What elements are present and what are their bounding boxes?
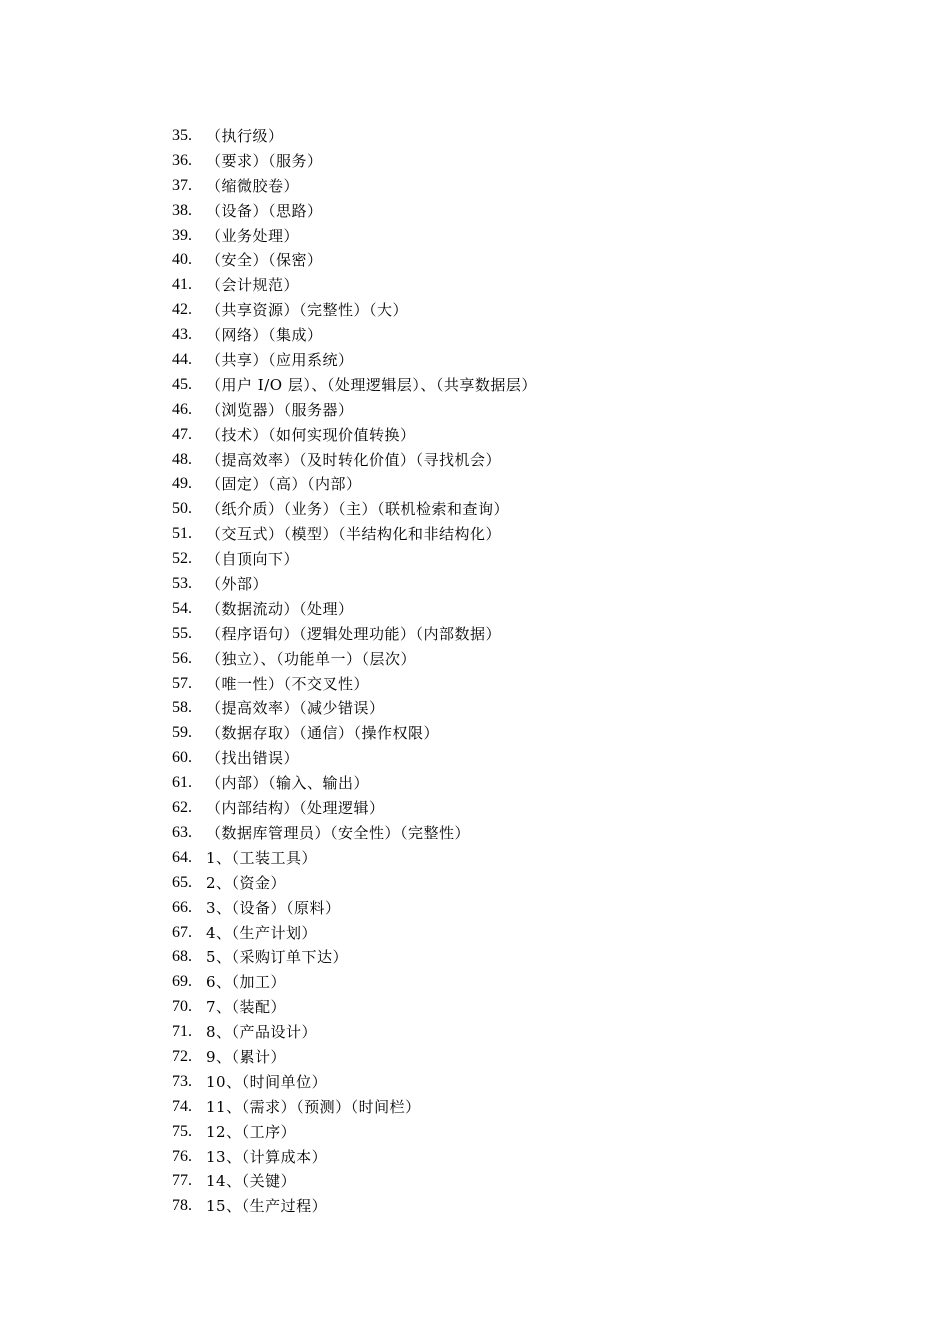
list-item [172, 248, 537, 273]
list-item [172, 398, 537, 423]
item-text: 10、（时间单位） [206, 1072, 328, 1091]
list-item [172, 149, 537, 174]
item-text: （纸介质）（业务）（主）（联机检索和查询） [206, 500, 510, 519]
item-number: 50. [172, 500, 192, 518]
list-item [172, 846, 537, 871]
item-number: 42. [172, 301, 192, 319]
list-item [172, 522, 537, 547]
list-item [172, 970, 537, 995]
item-number: 68. [172, 948, 192, 966]
item-text: 7、（装配） [206, 998, 287, 1017]
item-number: 41. [172, 276, 192, 294]
list-item [172, 547, 537, 572]
item-text: 6、（加工） [206, 973, 287, 992]
item-number: 52. [172, 550, 192, 568]
item-text: 3、（设备）（原料） [206, 898, 341, 917]
list-item [172, 423, 537, 448]
item-text: （唯一性）（不交叉性） [206, 674, 370, 693]
list-item [172, 273, 537, 298]
item-number: 77. [172, 1172, 192, 1190]
item-text: 9、（累计） [206, 1047, 287, 1066]
list-item [172, 1095, 537, 1120]
item-text: （设备）（思路） [206, 201, 323, 220]
item-number: 51. [172, 525, 192, 543]
list-item [172, 746, 537, 771]
item-number: 59. [172, 724, 192, 742]
list-item [172, 1120, 537, 1145]
list-item [172, 224, 537, 249]
item-text: （安全）（保密） [206, 251, 323, 270]
item-number: 60. [172, 749, 192, 767]
list-item [172, 995, 537, 1020]
item-number: 58. [172, 699, 192, 717]
list-item [172, 199, 537, 224]
item-number: 69. [172, 973, 192, 991]
item-text: （执行级） [206, 127, 284, 145]
item-number: 44. [172, 351, 192, 369]
item-text: （业务处理） [206, 226, 300, 245]
item-number: 65. [172, 873, 192, 891]
item-number: 64. [172, 848, 192, 866]
list-item [172, 124, 537, 149]
answer-list [172, 124, 537, 1219]
item-text: （固定）（高）（内部） [206, 475, 362, 494]
item-number: 76. [172, 1147, 192, 1165]
item-number: 75. [172, 1122, 192, 1140]
item-number: 35. [172, 127, 192, 144]
item-text: （内部结构）（处理逻辑） [206, 799, 385, 818]
list-item [172, 871, 537, 896]
item-text: （要求）（服务） [206, 151, 323, 170]
item-text: （自顶向下） [206, 550, 300, 569]
list-item [172, 1045, 537, 1070]
list-item [172, 298, 537, 323]
item-text: （网络）（集成） [206, 326, 323, 345]
item-text: （提高效率）（减少错误） [206, 699, 385, 718]
list-item [172, 373, 537, 398]
item-text: （用户 I/O 层）、（处理逻辑层）、（共享数据层） [206, 375, 537, 394]
item-number: 57. [172, 674, 192, 692]
item-number: 72. [172, 1047, 192, 1065]
item-text: （提高效率）（及时转化价值）（寻找机会） [206, 450, 502, 469]
item-number: 38. [172, 201, 192, 219]
list-item [172, 896, 537, 921]
list-item [172, 497, 537, 522]
item-number: 48. [172, 450, 192, 468]
item-text: 15、（生产过程） [206, 1197, 328, 1216]
list-item [172, 622, 537, 647]
item-number: 71. [172, 1023, 192, 1041]
item-number: 49. [172, 475, 192, 493]
item-number: 73. [172, 1072, 192, 1090]
list-item [172, 597, 537, 622]
item-text: （外部） [206, 575, 269, 594]
item-text: （程序语句）（逻辑处理功能）（内部数据） [206, 624, 502, 643]
item-text: 14、（关键） [206, 1172, 297, 1191]
item-number: 47. [172, 425, 192, 443]
item-number: 62. [172, 799, 192, 817]
item-number: 37. [172, 176, 192, 194]
item-text: 4、（生产计划） [206, 923, 318, 942]
item-number: 55. [172, 624, 192, 642]
list-item [172, 1070, 537, 1095]
item-text: （找出错误） [206, 749, 300, 768]
item-number: 61. [172, 774, 192, 792]
item-number: 78. [172, 1197, 192, 1215]
item-number: 74. [172, 1097, 192, 1115]
item-text: （浏览器）（服务器） [206, 400, 354, 419]
list-item [172, 945, 537, 970]
list-item [172, 174, 537, 199]
list-item [172, 1020, 537, 1045]
list-item [172, 1145, 537, 1170]
item-text: 8、（产品设计） [206, 1023, 318, 1042]
item-number: 53. [172, 575, 192, 593]
item-number: 39. [172, 226, 192, 244]
item-text: 12、（工序） [206, 1122, 297, 1141]
list-item [172, 1194, 537, 1219]
item-number: 63. [172, 823, 192, 841]
item-text: （内部）（输入、输出） [206, 774, 370, 793]
item-number: 43. [172, 326, 192, 344]
item-text: （共享资源）（完整性）（大） [206, 301, 409, 320]
item-text: （技术）（如何实现价值转换） [206, 425, 416, 444]
item-number: 45. [172, 375, 192, 393]
item-number: 56. [172, 649, 192, 667]
item-number: 67. [172, 923, 192, 941]
list-item [172, 348, 537, 373]
item-text: 11、（需求）（预测）（时间栏） [206, 1097, 421, 1116]
list-item [172, 921, 537, 946]
list-item [172, 1169, 537, 1194]
list-item [172, 721, 537, 746]
item-number: 66. [172, 898, 192, 916]
item-number: 36. [172, 151, 192, 169]
item-number: 40. [172, 251, 192, 269]
list-item [172, 771, 537, 796]
list-item [172, 323, 537, 348]
item-text: （独立）、（功能单一）（层次） [206, 649, 417, 668]
item-text: （交互式）（模型）（半结构化和非结构化） [206, 525, 502, 544]
item-text: （共享）（应用系统） [206, 351, 354, 370]
item-number: 70. [172, 998, 192, 1016]
list-item [172, 448, 537, 473]
list-item [172, 821, 537, 846]
item-text: （数据存取）（通信）（操作权限） [206, 724, 440, 743]
list-item [172, 572, 537, 597]
list-item [172, 796, 537, 821]
list-item [172, 472, 537, 497]
list-item [172, 647, 537, 672]
item-number: 54. [172, 599, 192, 617]
item-number: 46. [172, 400, 192, 418]
item-text: （缩微胶卷） [206, 176, 300, 195]
list-item [172, 696, 537, 721]
item-text: （数据流动）（处理） [206, 599, 354, 618]
item-text: 13、（计算成本） [206, 1147, 328, 1166]
list-item [172, 672, 537, 697]
item-text: （数据库管理员）（安全性）（完整性） [206, 823, 471, 842]
item-text: 2、（资金） [206, 873, 287, 892]
item-text: 1、（工装工具） [206, 848, 318, 867]
item-text: （会计规范） [206, 276, 300, 295]
item-text: 5、（采购订单下达） [206, 948, 349, 967]
